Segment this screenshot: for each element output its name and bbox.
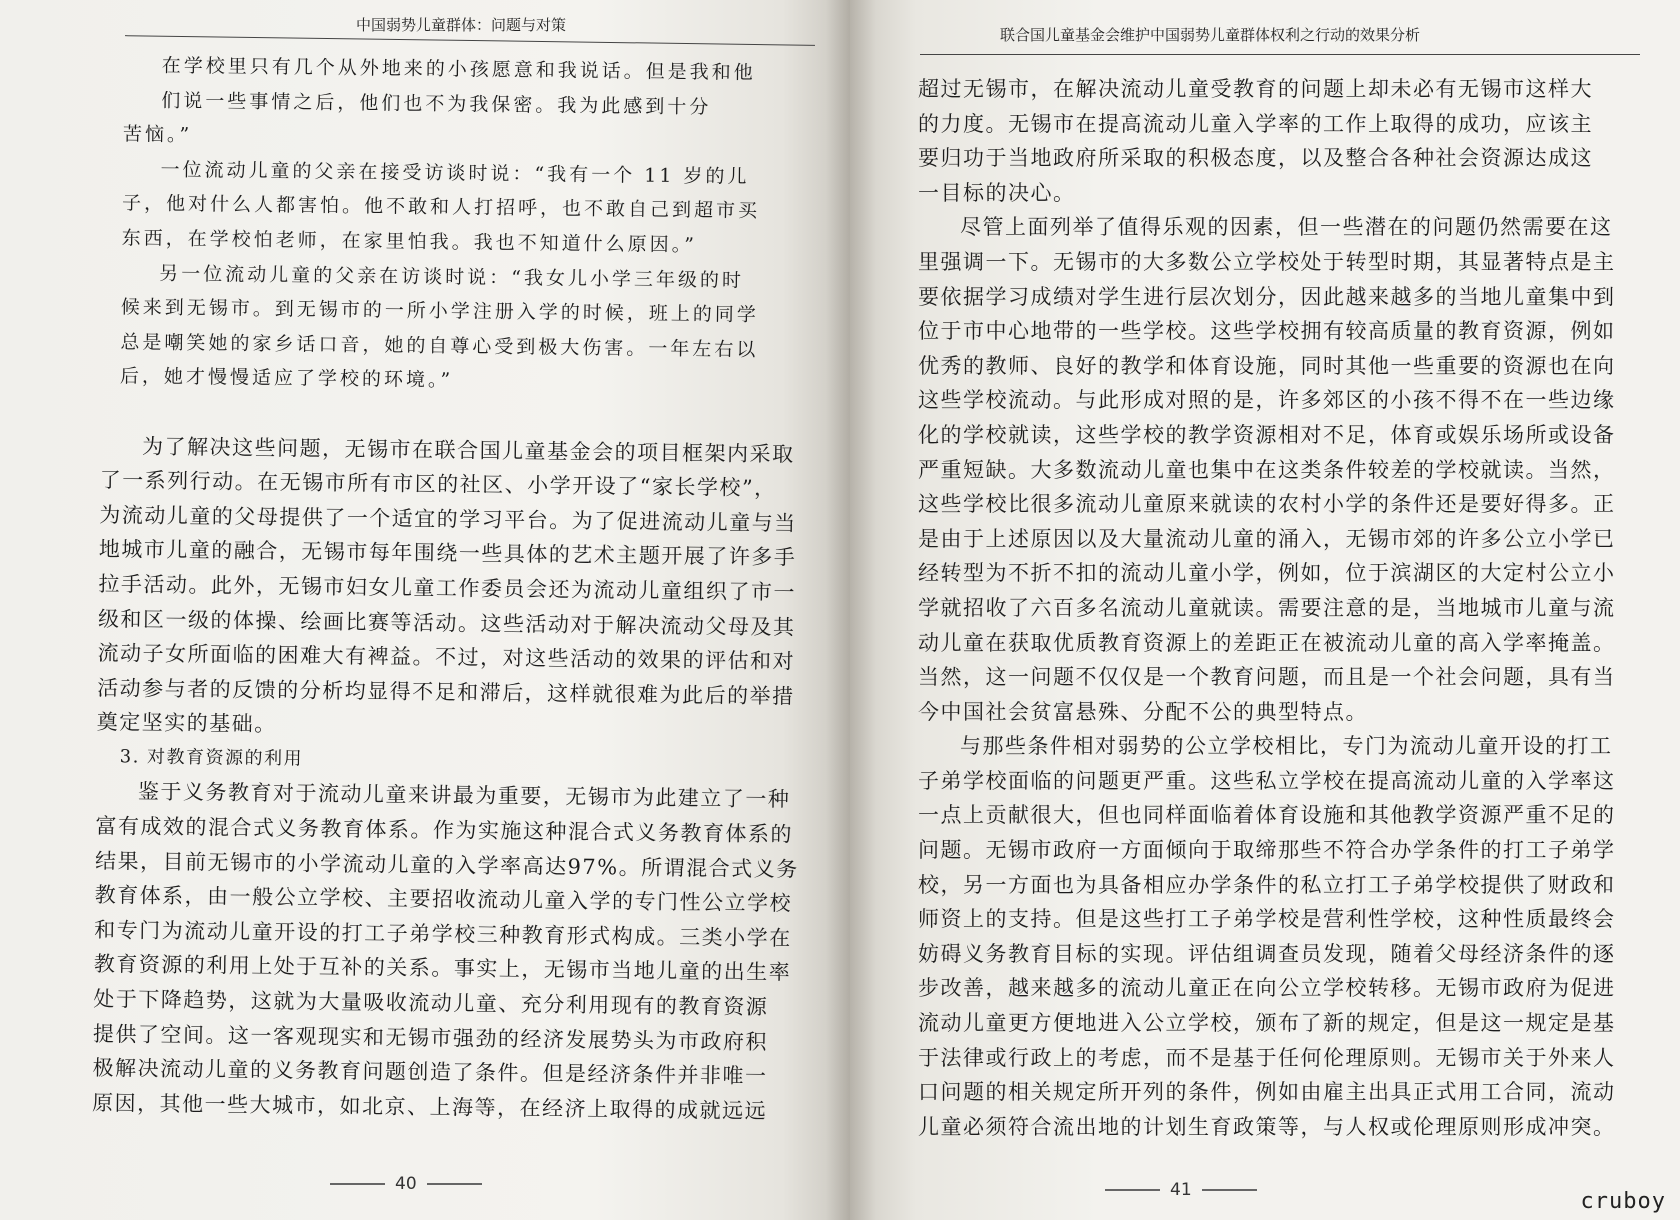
text-line: 流动儿童更方便地进入公立学校，颁布了新的规定，但是这一规定是基 [918,1011,1616,1036]
text-line: 学就招收了六百多名流动儿童就读。需要注意的是，当地城市儿童与流 [918,595,1616,620]
left-running-head: 中国弱势儿童群体：问题与对策 [356,16,567,34]
text-line: 和专门为流动儿童开设的打工子弟学校三种教育形式构成。三类小学在 [94,917,792,951]
text-line: 今中国社会贫富悬殊、分配不公的典型特点。 [918,699,1368,724]
text-line: 奠定坚实的基础。 [96,710,277,737]
left-body-text [92,48,809,1129]
text-line: 动儿童在获取优质教育资源上的差距正在被流动儿童的高入学率掩盖。 [918,630,1616,655]
text-line: 东西，在学校怕老师，在家里怕我。我也不知道什么原因。” [121,227,697,257]
text-line: 于法律或行政上的考虑，而不是基于任何伦理原则。无锡市关于外来人 [918,1045,1616,1070]
left-page-number: 40 [395,1174,417,1194]
text-line: 超过无锡市，在解决流动儿童受教育的问题上却未必有无锡市这样大 [918,77,1593,101]
text-line: 与那些条件相对弱势的公立学校相比，专门为流动儿童开设的打工 [960,734,1613,759]
text-line: 为了解决这些问题，无锡市在联合国儿童基金会的项目框架内采取 [141,434,795,466]
text-line: 这些学校比很多流动儿童原来就读的农村小学的条件还是要好得多。正 [918,492,1616,517]
text-line: 提供了空间。这一客观现实和无锡市强劲的经济发展势头为市政府积 [92,1021,769,1054]
text-line: 儿童必须符合流出地的计划生育政策等，与人权或伦理原则形成冲突。 [918,1114,1616,1139]
text-line: 总是嘲笑她的家乡话口音，她的自尊心受到极大伤害。一年左右以 [120,330,759,361]
text-line: 要归功于当地政府所采取的积极态度，以及整合各种社会资源达成这 [918,146,1593,171]
text-line: 问题。无锡市政府一方面倾向于取缔那些不符合办学条件的打工子弟学 [918,838,1616,863]
right-folio [1105,1180,1257,1200]
folio-dash [1105,1189,1160,1191]
text-line: 另一位流动儿童的父亲在访谈时说：“我女儿小学三年级的时 [159,262,745,292]
book-gutter [826,0,876,1220]
text-line: 教育体系，由一般公立学校、主要招收流动儿童入学的专门性公立学校 [94,883,793,916]
text-line: 步改善，越来越多的流动儿童正在向公立学校转移。无锡市政府为促进 [918,976,1616,1001]
text-line: 妨碍义务教育目标的实现。评估组调查员发现，随着父母经济条件的逐 [918,941,1616,966]
text-line: 教育资源的利用上处于互补的关系。事实上，无锡市当地儿童的出生率 [93,952,792,985]
text-line: 口问题的相关规定所开列的条件，例如由雇主出具正式用工合同，流动 [918,1080,1616,1105]
text-line: 处于下降趋势，这就为大量吸收流动儿童、充分利用现有的教育资源 [93,986,769,1020]
text-line: 在学校里只有几个从外地来的小孩愿意和我说话。但是我和他 [161,54,756,84]
text-line: 优秀的教师、良好的教学和体育设施，同时其他一些重要的资源也在向 [918,353,1616,378]
right-page [850,0,1680,1220]
text-line: 一目标的决心。 [918,180,1076,205]
text-line: 当然，这一问题不仅仅是一个教育问题，而且是一个社会问题，具有当 [918,665,1616,690]
text-line: 拉手活动。此外，无锡市妇女儿童工作委员会还为流动儿童组织了市一 [98,571,797,605]
text-line: 流动子女所面临的困难大有裨益。不过，对这些活动的效果的评估和对 [97,641,796,674]
folio-dash [330,1183,385,1185]
right-body-text [918,72,1616,1144]
text-line: 尽管上面列举了值得乐观的因素，但一些潜在的问题仍然需要在这 [960,215,1613,240]
text-line: 极解决流动儿童的义务教育问题创造了条件。但是经济条件并非唯一 [92,1056,768,1089]
text-line: 苦恼。” [122,123,193,147]
folio-dash [427,1183,482,1185]
text-line: 结果，目前无锡市的小学流动儿童的入学率高达97%。所谓混合式义务 [94,848,799,882]
text-line: 活动参与者的反馈的分析均显得不足和滞后，这样就很难为此后的举措 [97,675,795,709]
text-line: 子，他对什么人都害怕。他不敢和人打招呼，也不敢自己到超市买 [121,192,761,223]
text-line: 后，她才慢慢适应了学校的环境。” [119,365,454,392]
right-running-head: 联合国儿童基金会维护中国弱势儿童群体权利之行动的效果分析 [1000,26,1421,44]
text-line: 位于市中心地带的一些学校。这些学校拥有较高质量的教育资源，例如 [918,319,1616,344]
text-line: 子弟学校面临的问题更严重。这些私立学校在提高流动儿童的入学率这 [918,768,1616,793]
text-line: 们说一些事情之后，他们也不为我保密。我为此感到十分 [161,89,712,119]
section-heading: 3. 对教育资源的利用 [119,746,304,770]
text-line: 一点上贡献很大，但也同样面临着体育设施和其他教学资源严重不足的 [918,803,1616,828]
text-line: 鉴于义务教育对于流动儿童来讲最为重要，无锡市为此建立了一种 [137,779,791,812]
text-line: 这些学校流动。与此形成对照的是，许多郊区的小孩不得不在一些边缘 [918,388,1616,413]
text-line: 师资上的支持。但是这些打工子弟学校是营利性学校，这种性质最终会 [918,907,1616,932]
text-line: 严重短缺。大多数流动儿童也集中在这类条件较差的学校就读。当然， [918,457,1616,482]
text-line: 级和区一级的体操、绘画比赛等活动。这些活动对于解决流动父母及其 [97,606,796,639]
right-header-rule [920,54,1640,55]
left-folio [330,1174,482,1194]
text-line: 原因，其他一些大城市，如北京、上海等，在经济上取得的成就远远 [91,1090,768,1123]
text-line: 一位流动儿童的父亲在接受访谈时说：“我有一个 11 岁的儿 [160,158,750,188]
text-line: 要依据学习成绩对学生进行层次划分，因此越来越多的当地儿童集中到 [918,284,1616,309]
text-line: 候来到无锡市。到无锡市的一所小学注册入学的时候，班上的同学 [120,296,759,327]
text-line: 富有成效的混合式义务教育体系。作为实施这种混合式义务教育体系的 [95,814,794,847]
text-line: 的力度。无锡市在提高流动儿童入学率的工作上取得的成功，应该主 [918,111,1593,136]
text-line: 是由于上述原因以及大量流动儿童的涌入，无锡市郊的许多公立小学已 [918,526,1616,551]
text-line: 里强调一下。无锡市的大多数公立学校处于转型时期，其显著特点是主 [918,249,1616,274]
text-line: 校，另一方面也为具备相应办学条件的私立打工子弟学校提供了财政和 [918,872,1616,897]
folio-dash [1202,1189,1257,1191]
text-line: 为流动儿童的父母提供了一个适宜的学习平台。为了促进流动儿童与当 [99,502,797,536]
left-header-rule [125,35,815,46]
text-line: 经转型为不折不扣的流动儿童小学，例如，位于滨湖区的大定村公立小 [918,561,1616,586]
right-page-number: 41 [1170,1180,1192,1200]
watermark: cruboy [1580,1189,1666,1214]
text-line: 地城市儿童的融合，无锡市每年围绕一些具体的艺术主题开展了许多手 [98,537,797,570]
text-line: 化的学校就读，这些学校的教学资源相对不足，体育或娱乐场所或设备 [918,422,1616,447]
text-line: 了一系列行动。在无锡市所有市区的社区、小学开设了“家长学校”， [99,468,777,501]
